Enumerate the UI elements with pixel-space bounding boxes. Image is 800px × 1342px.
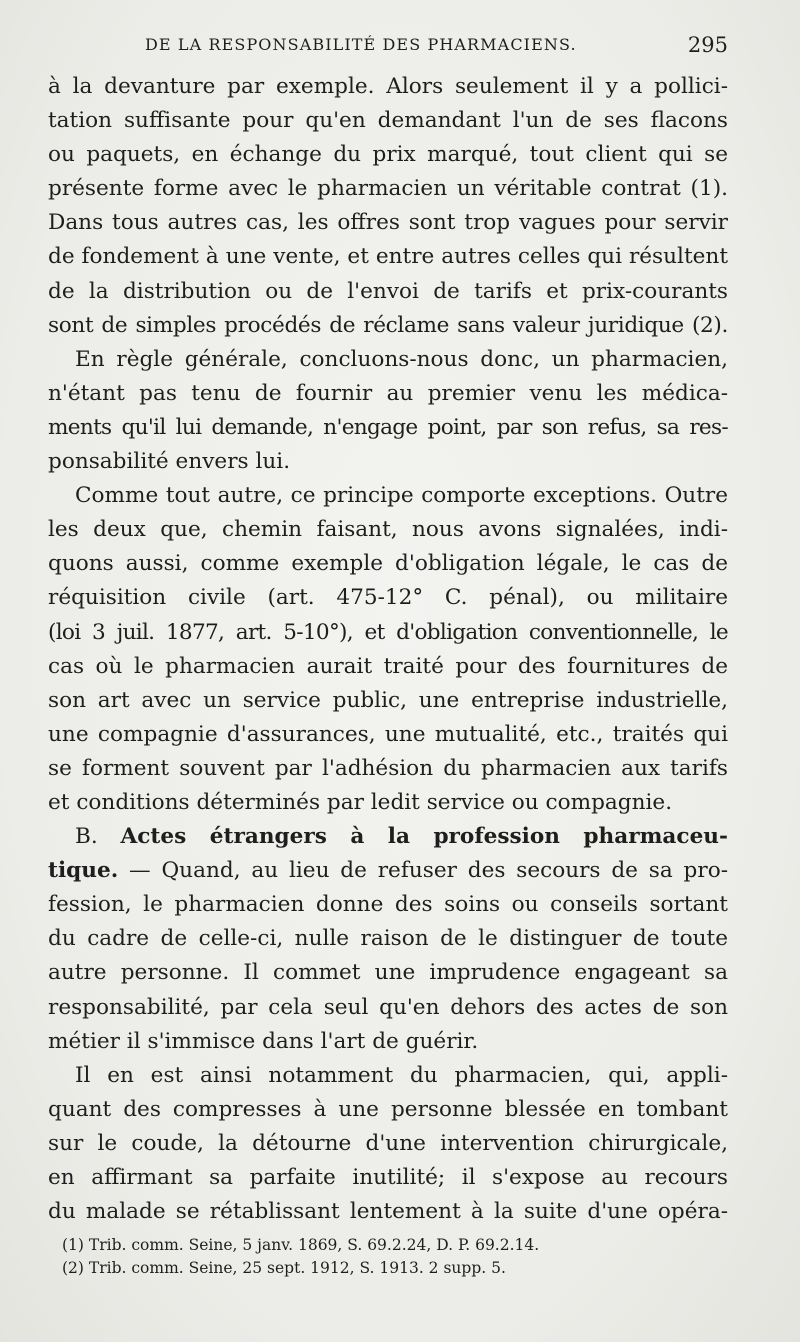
text-line: de la distribution ou de l'envoi de tarifs et prix-courants xyxy=(48,278,728,304)
text-line: (loi 3 juil. 1877, art. 5-10°), et d'obligation conventionnelle, le xyxy=(48,619,728,645)
text-line: cas où le pharmacien aurait traité pour des fournitures de xyxy=(48,653,728,679)
section-heading-end: tique. xyxy=(48,858,119,884)
text-line: son art avec un service public, une entreprise industrielle, xyxy=(48,687,728,713)
text-line: du malade se rétablissant lentement à la suite d'une opéra- xyxy=(48,1199,728,1225)
text-line: une compagnie d'assurances, une mutualité, etc., traités qui xyxy=(48,721,728,747)
text-line: sur le coude, la détourne d'une intervention chirurgicale, xyxy=(48,1130,728,1156)
footnote: (2) Trib. comm. Seine, 25 sept. 1912, S. 1913. 2 supp. 5. xyxy=(62,1259,506,1277)
footnote: (1) Trib. comm. Seine, 5 janv. 1869, S. 69.2.24, D. P. 69.2.14. xyxy=(62,1236,540,1254)
text-line: et conditions déterminés par ledit service ou compagnie. xyxy=(48,789,673,815)
text-line: du cadre de celle-ci, nulle raison de le distinguer de toute xyxy=(48,926,728,952)
section-label: B. xyxy=(75,824,98,850)
text-line: quons aussi, comme exemple d'obligation légale, le cas de xyxy=(48,551,728,577)
text-line: quant des compresses à une personne blessée en tombant xyxy=(48,1096,728,1122)
text-line: fession, le pharmacien donne des soins ou conseils sortant xyxy=(48,892,728,918)
text-line: sont de simples procédés de réclame sans valeur juridique (2). xyxy=(48,312,728,338)
text-line: à la devanture par exemple. Alors seulement il y a pollici- xyxy=(48,74,728,99)
section-text: — Quand, au lieu de refuser des secours de sa pro- xyxy=(118,858,728,884)
running-title: DE LA RESPONSABILITÉ DES PHARMACIENS. xyxy=(145,35,577,54)
text-line: tation suffisante pour qu'en demandant l'un de ses flacons xyxy=(48,108,728,134)
page-number: 295 xyxy=(687,33,728,57)
section-heading: Actes étrangers à la profession pharmaceu- xyxy=(120,824,728,850)
text-line: réquisition civile (art. 475-12° C. pénal), ou militaire xyxy=(48,585,728,611)
text-line: Il en est ainsi notamment du pharmacien, qui, appli- xyxy=(75,1062,728,1088)
page-header xyxy=(145,33,735,63)
text-line: ou paquets, en échange du prix marqué, tout client qui se xyxy=(48,142,728,168)
text-line: autre personne. Il commet une imprudence engageant sa xyxy=(48,960,728,986)
text-line: n'étant pas tenu de fournir au premier venu les médica- xyxy=(48,380,728,406)
body-text xyxy=(48,70,728,1229)
text-line: ponsabilité envers lui. xyxy=(48,449,291,475)
text-line: En règle générale, concluons-nous donc, un pharmacien, xyxy=(75,346,728,372)
text-line: responsabilité, par cela seul qu'en dehors des actes de son xyxy=(48,994,728,1020)
text-line: Dans tous autres cas, les offres sont trop vagues pour servir xyxy=(48,210,728,236)
text-line: les deux que, chemin faisant, nous avons signalées, indi- xyxy=(48,517,728,543)
text-line: présente forme avec le pharmacien un véritable contrat (1). xyxy=(48,176,728,202)
text-line: de fondement à une vente, et entre autres celles qui résultent xyxy=(48,244,728,270)
text-line: en affirmant sa parfaite inutilité; il s'expose au recours xyxy=(48,1165,728,1190)
footnotes xyxy=(62,1234,722,1280)
text-line: ments qu'il lui demande, n'engage point, par son refus, sa res- xyxy=(48,414,728,440)
section-heading-line xyxy=(48,820,728,854)
text-line: se forment souvent par l'adhésion du pharmacien aux tarifs xyxy=(48,755,728,781)
text-line xyxy=(48,854,728,888)
text-line: Comme tout autre, ce principe comporte exceptions. Outre xyxy=(75,483,728,509)
text-line: métier il s'immisce dans l'art de guérir. xyxy=(48,1028,479,1054)
